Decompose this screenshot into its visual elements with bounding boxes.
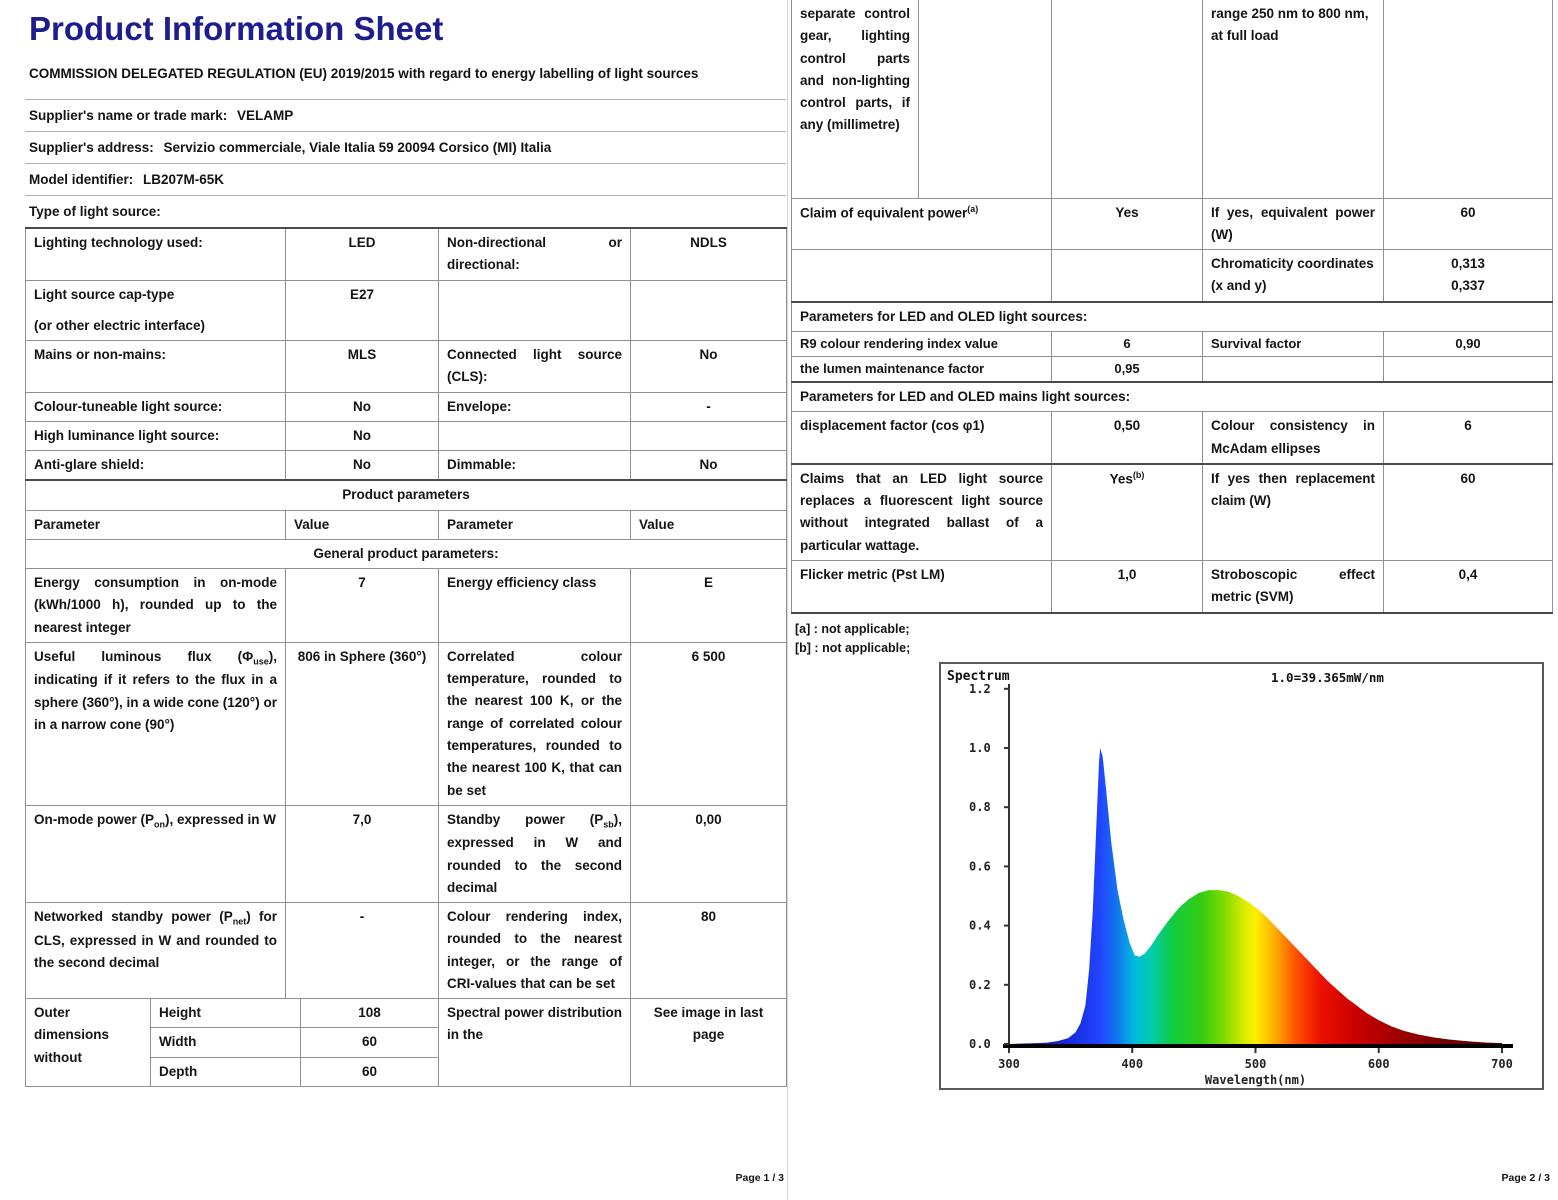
svg-text:0.0: 0.0 — [969, 1037, 991, 1052]
param-label: Colour rendering index, rounded to the nearest integer, or the range of CRI-values that can be set — [439, 903, 631, 999]
param-value: No — [631, 341, 787, 393]
label-part: ), indicating if it refers to the flux in a sphere (360°), in a wide cone (120°) or in a narrow cone (90°) — [34, 648, 277, 733]
section-heading: Parameters for LED and OLED mains light sources: — [792, 382, 1553, 412]
param-label: Flicker metric (Pst LM) — [792, 560, 1052, 612]
param-label: the lumen maintenance factor — [792, 356, 1052, 382]
param-value: No — [286, 451, 439, 481]
param-value: E27 — [286, 280, 439, 341]
table-row — [792, 331, 1553, 356]
label-superscript: (a) — [967, 203, 979, 214]
param-value: 60 — [1384, 464, 1553, 561]
page-1-footer: Page 1 / 3 — [735, 1172, 784, 1184]
dimension-value: 108 — [301, 999, 439, 1028]
param-value: LED — [286, 228, 439, 280]
param-value: 7 — [286, 569, 439, 643]
dimension-value: 60 — [301, 1028, 439, 1057]
param-label: Claims that an LED light source replaces a fluorescent light source without integrated ballast of a particular wattage. — [792, 464, 1052, 561]
param-value: No — [286, 421, 439, 450]
svg-text:1.2: 1.2 — [969, 682, 991, 697]
param-label: Colour-tuneable light source: — [26, 392, 286, 421]
svg-text:Wavelength(nm): Wavelength(nm) — [1204, 1073, 1307, 1088]
empty-cell — [1384, 356, 1553, 382]
param-label: Dimmable: — [439, 451, 631, 481]
chromaticity-y: 0,337 — [1451, 278, 1485, 294]
param-label — [26, 805, 286, 902]
table-row — [792, 412, 1553, 464]
empty-cell — [1052, 250, 1203, 302]
param-label: High luminance light source: — [26, 421, 286, 450]
general-parameters-header-row — [26, 539, 787, 568]
chromaticity-x: 0,313 — [1451, 256, 1485, 272]
svg-text:400: 400 — [1121, 1057, 1144, 1072]
column-header: Parameter — [439, 510, 631, 539]
svg-text:Spectrum: Spectrum — [947, 669, 1010, 685]
param-value: 0,00 — [631, 805, 787, 902]
empty-cell — [1203, 356, 1384, 382]
label-subscript: on — [154, 819, 166, 830]
led-oled-mains-section-header — [792, 382, 1553, 412]
table-row — [26, 280, 787, 341]
param-label: displacement factor (cos φ1) — [792, 412, 1052, 464]
svg-text:0.6: 0.6 — [969, 859, 991, 874]
table-row — [26, 903, 787, 999]
table-row — [26, 999, 787, 1028]
value-part: Yes — [1109, 471, 1133, 487]
supplier-name-row — [25, 99, 786, 131]
param-value: No — [286, 392, 439, 421]
page-2-footer: Page 2 / 3 — [1501, 1172, 1550, 1184]
supplier-address-label: Supplier's address: — [29, 139, 154, 155]
svg-text:500: 500 — [1244, 1057, 1267, 1072]
svg-text:0.2: 0.2 — [969, 978, 991, 993]
table-row — [792, 250, 1553, 302]
dimension-label: Depth — [151, 1057, 301, 1086]
param-value: 1,0 — [1052, 560, 1203, 612]
param-label: Lighting technology used: — [26, 228, 286, 280]
empty-cell — [631, 421, 787, 450]
param-label: If yes, equivalent power (W) — [1203, 198, 1384, 250]
param-label: Colour consistency in McAdam ellipses — [1203, 412, 1384, 464]
param-label-line: Light source cap-type — [34, 286, 175, 302]
dimension-label: Width — [151, 1028, 301, 1057]
footnote-a: [a] : not applicable; — [795, 621, 910, 636]
regulation-subtitle: COMMISSION DELEGATED REGULATION (EU) 2019/2015 with regard to energy labelling of light sources — [29, 66, 699, 81]
footnotes — [795, 620, 1552, 659]
label-part: On-mode power (P — [34, 811, 155, 827]
param-value: Yes — [1052, 198, 1203, 250]
label-part: Useful luminous flux (Φ — [34, 648, 254, 664]
param-value: 0,90 — [1384, 331, 1553, 356]
param-label-continuation: range 250 nm to 800 nm, at full load — [1203, 0, 1384, 198]
column-header: Value — [286, 510, 439, 539]
spectrum-chart — [941, 664, 1542, 1088]
table-row — [26, 451, 787, 481]
table-row — [26, 392, 787, 421]
page-2 — [791, 0, 1552, 1200]
table-row — [26, 421, 787, 450]
param-label: Energy efficiency class — [439, 569, 631, 643]
empty-cell — [1384, 0, 1553, 198]
dimension-label: Height — [151, 999, 301, 1028]
param-label: Survival factor — [1203, 331, 1384, 356]
param-label: Anti-glare shield: — [26, 451, 286, 481]
type-of-light-source-heading: Type of light source: — [25, 195, 786, 227]
page-1 — [25, 0, 786, 1200]
table-row — [26, 805, 787, 902]
model-identifier-row — [25, 163, 786, 195]
model-identifier-label: Model identifier: — [29, 171, 134, 187]
label-subscript: sb — [603, 819, 614, 830]
product-parameters-heading: Product parameters — [26, 480, 787, 510]
spectrum-chart-box — [939, 662, 1544, 1090]
label-part: ) for CLS, expressed in W and rounded to the second decimal — [34, 909, 277, 970]
general-parameters-heading: General product parameters: — [26, 539, 787, 568]
param-value: 6 500 — [631, 642, 787, 805]
empty-cell — [631, 280, 787, 341]
supplier-address-value: Servizio commerciale, Viale Italia 59 20094 Corsico (MI) Italia — [163, 139, 552, 155]
param-label — [26, 903, 286, 999]
param-value: 0,4 — [1384, 560, 1553, 612]
param-value: 0,95 — [1052, 356, 1203, 382]
column-header: Parameter — [26, 510, 286, 539]
table-row — [26, 228, 787, 280]
empty-cell — [439, 421, 631, 450]
empty-cell — [439, 280, 631, 341]
led-oled-section-header — [792, 302, 1553, 332]
supplier-address-row — [25, 131, 786, 163]
table-row — [26, 569, 787, 643]
svg-text:0.8: 0.8 — [969, 800, 991, 815]
value-superscript: (b) — [1132, 469, 1145, 480]
param-label: Energy consumption in on-mode (kWh/1000 h), rounded up to the nearest integer — [26, 569, 286, 643]
dimensions-group-label: Outer dimensions without — [26, 999, 151, 1087]
param-label-continuation: separate control gear, lighting control parts and non-lighting control parts, if any (millimetre) — [792, 0, 919, 198]
label-part: Claim of equivalent power — [800, 205, 968, 220]
param-value: 0,50 — [1052, 412, 1203, 464]
parameters-table-page2 — [791, 198, 1553, 614]
svg-text:1.0=39.365mW/nm: 1.0=39.365mW/nm — [1271, 670, 1384, 686]
empty-cell — [792, 250, 1052, 302]
label-part: Standby power (P — [447, 811, 604, 827]
page-divider — [787, 0, 788, 1200]
svg-text:700: 700 — [1491, 1057, 1513, 1072]
empty-cell — [919, 0, 1052, 198]
param-label: Connected light source (CLS): — [439, 341, 631, 393]
svg-text:1.0: 1.0 — [969, 741, 991, 756]
param-label — [26, 280, 286, 341]
column-header: Value — [631, 510, 787, 539]
svg-text:0.4: 0.4 — [969, 918, 991, 933]
empty-cell — [1052, 0, 1203, 198]
outer-dimensions-table — [25, 998, 787, 1087]
param-value: See image in last page — [631, 999, 787, 1087]
param-label: Chromaticity coordinates (x and y) — [1203, 250, 1384, 302]
param-value — [1052, 464, 1203, 561]
column-header-row — [26, 510, 787, 539]
param-label: Non-directional or directional: — [439, 228, 631, 280]
svg-text:600: 600 — [1367, 1057, 1390, 1072]
param-label: R9 colour rendering index value — [792, 331, 1052, 356]
param-value: - — [286, 903, 439, 999]
dimension-value: 60 — [301, 1057, 439, 1086]
light-source-type-table — [25, 227, 787, 999]
table-row — [26, 642, 787, 805]
page-title: Product Information Sheet — [29, 10, 444, 47]
param-value: 80 — [631, 903, 787, 999]
param-value: E — [631, 569, 787, 643]
param-value: MLS — [286, 341, 439, 393]
section-heading: Parameters for LED and OLED light sources: — [792, 302, 1553, 332]
param-label — [439, 805, 631, 902]
param-label: Envelope: — [439, 392, 631, 421]
param-label — [26, 642, 286, 805]
param-label: Mains or non-mains: — [26, 341, 286, 393]
footnote-b: [b] : not applicable; — [795, 640, 911, 655]
param-value — [1384, 250, 1553, 302]
param-label: Stroboscopic effect metric (SVM) — [1203, 560, 1384, 612]
table-row — [792, 198, 1553, 250]
param-value: No — [631, 451, 787, 481]
label-part: ), expressed in W and rounded to the second decimal — [447, 811, 622, 895]
table-row — [792, 0, 1553, 198]
supplier-name-value: VELAMP — [237, 107, 294, 123]
param-label: Correlated colour temperature, rounded to the nearest 100 K, or the range of correlated colour temperatures, rounded to the nearest 100 K, that can be set — [439, 642, 631, 805]
table-row — [792, 560, 1553, 612]
param-label: Spectral power distribution in the — [439, 999, 631, 1087]
param-value: 806 in Sphere (360°) — [286, 642, 439, 805]
param-label — [792, 198, 1052, 250]
model-identifier-value: LB207M-65K — [143, 171, 225, 187]
label-part: ), expressed in W — [165, 811, 277, 827]
table-row — [792, 356, 1553, 382]
table-row — [26, 341, 787, 393]
continuation-table — [791, 0, 1553, 199]
label-subscript: use — [253, 656, 269, 667]
param-label: If yes then replacement claim (W) — [1203, 464, 1384, 561]
svg-text:300: 300 — [998, 1057, 1020, 1072]
param-label-line: (or other electric interface) — [34, 317, 206, 333]
param-value: NDLS — [631, 228, 787, 280]
param-value: - — [631, 392, 787, 421]
table-row — [792, 464, 1553, 561]
label-subscript: net — [232, 916, 247, 927]
product-parameters-header-row — [26, 480, 787, 510]
param-value: 7,0 — [286, 805, 439, 902]
param-value: 6 — [1052, 331, 1203, 356]
param-value: 6 — [1384, 412, 1553, 464]
param-value: 60 — [1384, 198, 1553, 250]
label-part: Networked standby power (P — [34, 909, 233, 925]
supplier-name-label: Supplier's name or trade mark: — [29, 107, 228, 123]
